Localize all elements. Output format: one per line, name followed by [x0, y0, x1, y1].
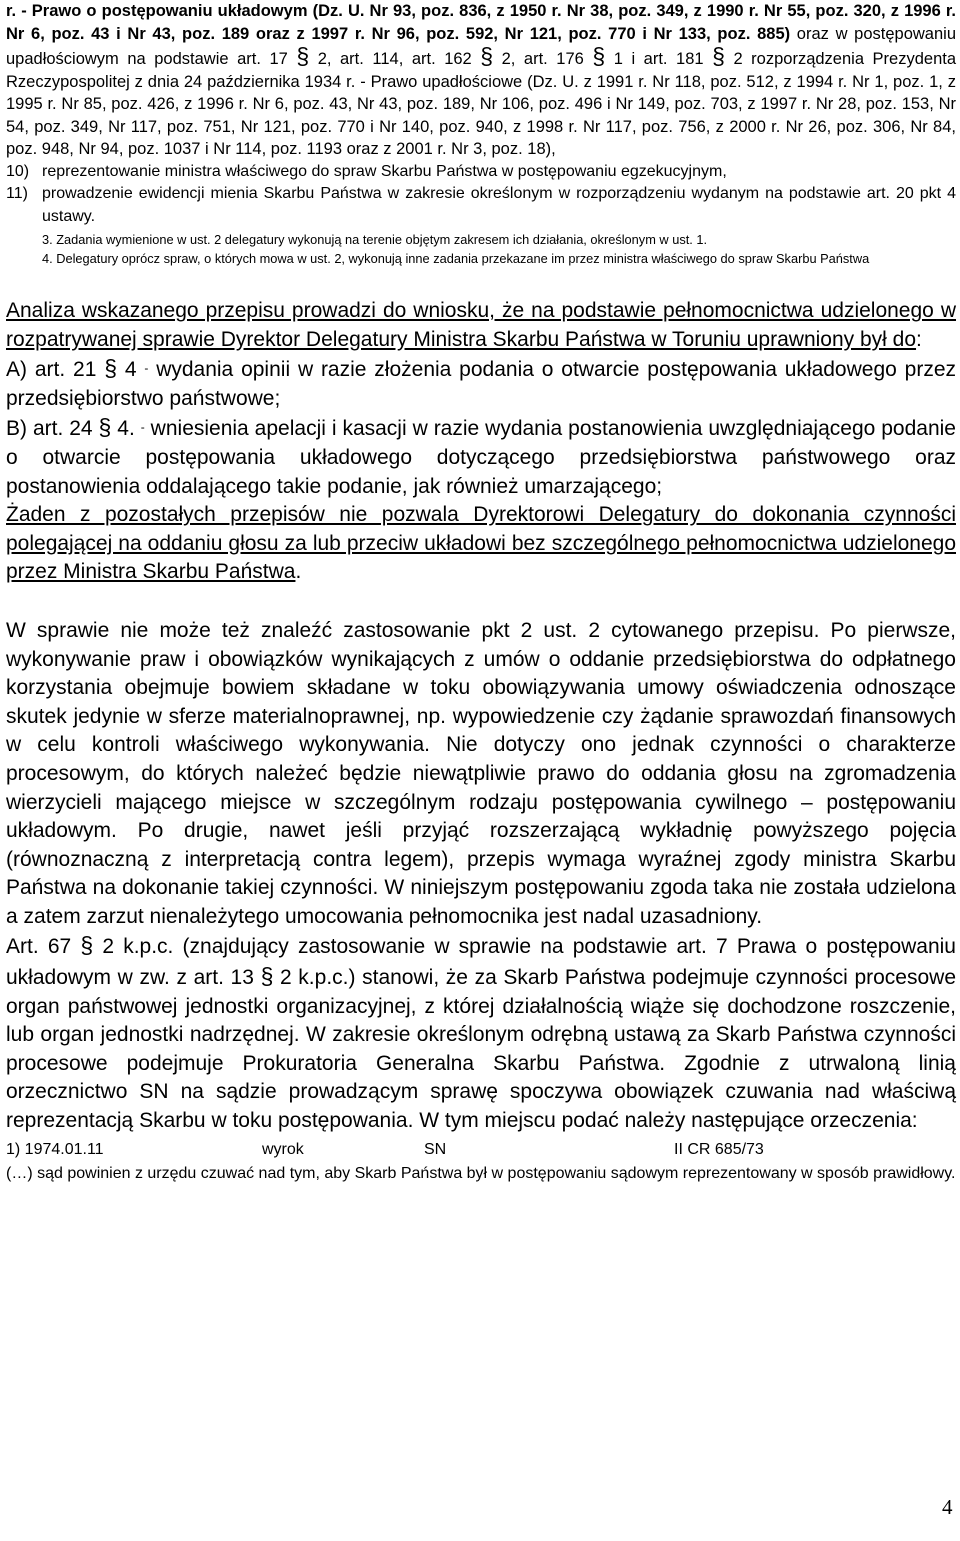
small-item-4-wrap [6, 249, 956, 268]
point-b [6, 413, 956, 501]
list-item [6, 183, 956, 228]
point-b-dash: - [140, 420, 145, 435]
point-a-label: A) art. 21 [6, 358, 105, 382]
header-text: oraz w postępowaniu upadłościowym na podstawie art. 17 [6, 24, 956, 68]
spacer [6, 587, 956, 617]
point-a-number: 4 [117, 358, 145, 382]
numbered-list [6, 161, 956, 229]
page-number: 4 [942, 1495, 953, 1519]
point-b-text: wniesienia apelacji i kasacji w razie wydania postanowienia uwzględniającego podanie o otwarcie postępowania układowego dotyczącego przedsiębiorstwa państwowego oraz postanowienia oddalającego takie podanie, jak również umarzającego; [6, 417, 956, 498]
small-print [6, 230, 956, 268]
p2-text-a: Art. 67 [6, 935, 81, 959]
citation-signature: II CR 685/73 [674, 1140, 764, 1158]
section-sign: § [712, 43, 725, 69]
spacer [6, 268, 956, 297]
analysis-intro-colon: : [916, 327, 922, 351]
citation-quote: (…) sąd powinien z urzędu czuwać nad tym, aby Skarb Państwa był w postępowaniu sądowym reprezentowany w sposób prawidłowy. [6, 1164, 956, 1182]
header-text: 2 rozporządzenia Prezydenta Rzeczypospolitej z dnia 24 października 1934 r. - Prawo upadłościowe (Dz. U. z 1991 r. Nr 118, poz. 512, z 1994 r. Nr 1, poz. 1, z 1995 r. Nr 85, poz. 426, z 1996 r. Nr 6, poz. 43, Nr 43, poz. 189, Nr 106, poz. 496 i Nr 149, poz. 703, z 1997 r. Nr 28, poz. 153, Nr 54, poz. 349, Nr 117, poz. 751, Nr 121, poz. 770 i Nr 140, poz. 940, z 1998 r. Nr 117, poz. 756, z 2000 r. Nr 26, poz. 306, Nr 84, poz. 948, Nr 94, poz. 1037 i Nr 114, poz. 1193 oraz z 2001 r. Nr 3, poz. 18), [6, 50, 957, 158]
none-other-provisions [6, 501, 956, 587]
body-paragraph-2 [6, 931, 956, 1135]
section-sign: § [104, 355, 117, 382]
none-other-dot: . [295, 560, 302, 584]
header-paragraph [6, 0, 956, 161]
header-bold-citation: r. - Prawo o postępowaniu układowym (Dz. U. Nr 93, poz. 836, z 1950 r. Nr 38, poz. 349, z 1990 r. Nr 55, poz. 320, z 1996 r. Nr 6, poz. 43 i Nr 43, poz. 189 oraz z 1997 r. Nr 96, poz. 592, Nr 121, poz. 770 i Nr 133, poz. 885) [6, 2, 956, 43]
list-item-text: prowadzenie ewidencji mienia Skarbu Państwa w zakresie określonym w rozporządzeniu wydanym na podstawie art. 20 pkt 4 ustawy. [42, 185, 956, 225]
point-b-label: B) art. 24 [6, 417, 99, 441]
citation-date: 1) 1974.01.11 [6, 1140, 104, 1158]
list-item [6, 161, 956, 184]
citation-row [6, 1139, 956, 1161]
citation-court: SN [424, 1140, 447, 1158]
document-page [6, 0, 956, 1185]
point-a-dash: - [144, 361, 149, 376]
header-text: 2, art. 176 [493, 50, 593, 68]
small-item-3: 3. Zadania wymienione w ust. 2 delegatury wykonują na terenie objętym zakresem ich działania, określonym w ust. 1. [42, 232, 708, 247]
point-a-text: wydania opinii w razie złożenia podania o otwarcie postępowania układowego przez przedsiębiorstwo państwowe; [6, 358, 956, 410]
analysis-intro-underlined: Analiza wskazanego przepisu prowadzi do wniosku, że na podstawie pełnomocnictwa udzielonego w rozpatrywanej sprawie Dyrektor Delegatury Ministra Skarbu Państwa w Toruniu uprawniony był do [6, 299, 956, 351]
section-sign: § [80, 932, 94, 959]
point-b-number: 4. [111, 417, 141, 441]
p2-text-c: 2 k.p.c.) stanowi, że za Skarb Państwa podejmuje czynności procesowe organ państwowej jednostki organizacyjnej, z której działalnością wiąże się dochodzone roszczenie, lub organ jednostki nadrzędnej. W zakresie określonym odrębną ustawą za Skarb Państwa czynności procesowe podejmuje Prokuratoria Generalna Skarbu Państwa. Zgodnie z utrwaloną linią orzecznictwo SN na sądzie prowadzącym sprawę spoczywa obowiązek czuwania nad właściwą reprezentacją Skarbu w toku postępowania. W tym miejscu podać należy następujące orzeczenia: [6, 966, 957, 1133]
list-item-text: reprezentowanie ministra właściwego do spraw Skarbu Państwa w postępowaniu egzekucyjnym, [42, 162, 727, 180]
header-text: 2, art. 114, art. 162 [309, 50, 481, 68]
list-item-number: 11) [6, 185, 28, 202]
section-sign: § [480, 43, 494, 69]
list-item-number: 10) [6, 162, 30, 180]
citation-type: wyrok [262, 1140, 304, 1158]
p2-text-b: 2 k.p.c. (znajdujący zastosowanie w sprawie na podstawie art. 7 Prawa o postępowaniu układowym w zw. z art. 13 [6, 935, 956, 990]
section-sign: § [592, 43, 606, 69]
analysis-intro [6, 297, 956, 354]
section-sign: § [260, 963, 274, 990]
small-item-4: 4. Delegatury oprócz spraw, o których mowa w ust. 2, wykonują inne zadania przekazane im przez ministra właściwego do spraw Skarbu Państwa [42, 251, 870, 266]
point-a [6, 354, 956, 413]
section-sign: § [98, 414, 112, 441]
header-text: 1 i art. 181 [605, 50, 713, 68]
section-sign: § [296, 43, 310, 69]
none-other-underlined: Żaden z pozostałych przepisów nie pozwala Dyrektorowi Delegatury do dokonania czynności polegającej na oddaniu głosu za lub przeciw układowi bez szczególnego pełnomocnictwa udzielonego przez Ministra Skarbu Państwa [6, 503, 956, 584]
body-paragraph-1: W sprawie nie może też znaleźć zastosowanie pkt 2 ust. 2 cytowanego przepisu. Po pierwsze, wykonywanie praw i obowiązków wynikających z umów o oddanie przedsiębiorstwa do odpłatnego korzystania obejmuje bowiem składane w toku obowiązywania umowy oświadczenia odnoszące skutek jedynie w sferze materialnoprawnej, np. wypowiedzenie czy żądanie sprawozdań finansowych w celu kontroli właściwego wykonywania. Nie dotyczy ono jednak czynności o charakterze procesowym, do których należeć będzie niewątpliwie prawo do oddania głosu na zgromadzenia wierzycieli mającego miejsce w szczególnym rodzaju postępowania cywilnego – postępowaniu układowym. Po drugie, nawet jeśli przyjąć rozszerzającą wykładnię powyższego pojęcia (równoznaczną z interpretacją contra legem), przepis wymaga wyraźnej zgody ministra Skarbu Państwa na dokonanie takiej czynności. W niniejszym postępowaniu zgoda taka nie została udzielona a zatem zarzut nienależytego umocowania pełnomocnika jest nadal uzasadniony. [6, 618, 956, 928]
